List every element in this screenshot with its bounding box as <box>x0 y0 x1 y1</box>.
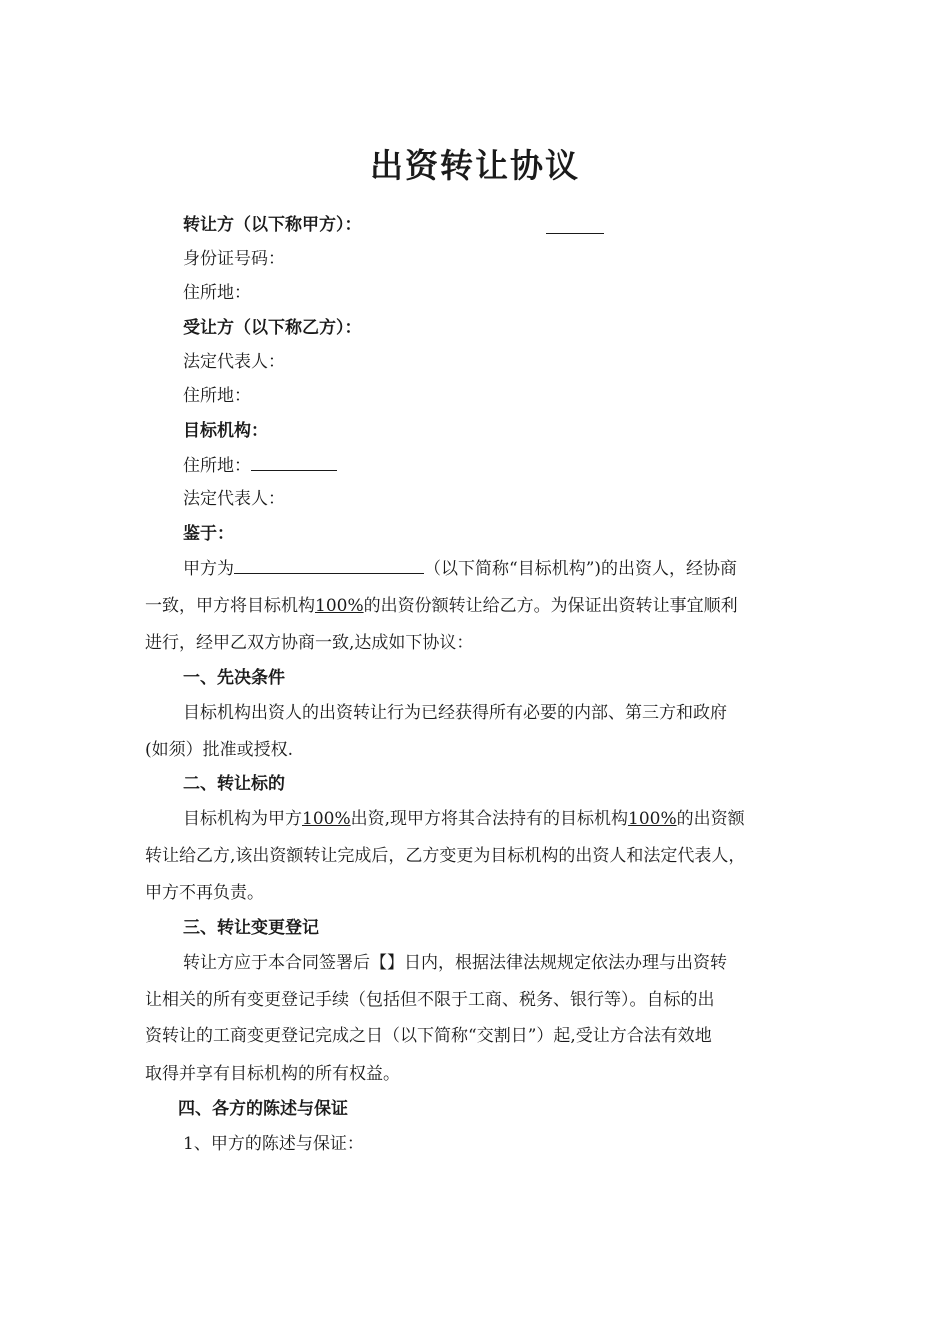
section-3-line-3: 资转让的工商变更登记完成之日（以下简称“交割日”）起,受让方合法有效地 <box>145 1026 712 1046</box>
section-1-line-2: (如须）批准或授权. <box>145 740 294 760</box>
recital-line-2 <box>145 595 738 617</box>
target-org-label: 目标机构： <box>183 421 268 441</box>
target-address-row <box>183 454 337 477</box>
target-org-name-blank <box>234 557 424 574</box>
section-3-line-4: 取得并享有目标机构的所有权益。 <box>145 1064 400 1084</box>
transferee-legal-rep-label: 法定代表人： <box>183 352 285 372</box>
section-3-heading: 三、转让变更登记 <box>183 918 319 938</box>
transferor-name-blank <box>546 232 604 234</box>
transferor-address-label: 住所地： <box>183 283 251 303</box>
section-2-line-3: 甲方不再负责。 <box>145 883 264 903</box>
recital-text: 一致，甲方将目标机构 <box>145 596 315 616</box>
section-2-text: 的出资额 <box>676 809 745 829</box>
transferor-label: 转让方（以下称甲方）： <box>183 215 362 235</box>
section-2-line-1 <box>183 808 745 830</box>
section-4-heading: 四、各方的陈述与保证 <box>178 1099 348 1119</box>
section-3-line-1: 转让方应于本合同签署后【】日内，根据法律法规规定依法办理与出资转 <box>183 953 727 973</box>
section-2-line-2: 转让给乙方,该出资额转让完成后，乙方变更为目标机构的出资人和法定代表人， <box>145 846 746 866</box>
section-1-line-1: 目标机构出资人的出资转让行为已经获得所有必要的内部、第三方和政府 <box>183 703 727 723</box>
section-3-line-2: 让相关的所有变更登记手续（包括但不限于工商、税务、银行等）。自标的出 <box>145 990 715 1010</box>
document-title: 出资转让协议 <box>370 146 580 185</box>
transferee-label: 受让方（以下称乙方）： <box>183 318 362 338</box>
target-address-label: 住所地： <box>183 456 251 476</box>
section-1-heading: 一、先决条件 <box>183 668 285 688</box>
section-4-subheading-1: 1、甲方的陈述与保证： <box>183 1134 364 1154</box>
recital-text: 甲方为 <box>183 559 234 579</box>
section-2-text: 出资,现甲方将其合法持有的目标机构 <box>350 809 629 829</box>
section-2-text: 目标机构为甲方 <box>183 809 302 829</box>
percentage-value: 100% <box>302 809 351 829</box>
percentage-value: 100% <box>315 596 364 616</box>
transferee-address-label: 住所地： <box>183 386 251 406</box>
recital-line-1 <box>183 557 737 580</box>
recital-line-3: 进行，经甲乙双方协商一致,达成如下协议： <box>145 633 474 653</box>
target-address-blank <box>251 454 337 471</box>
id-number-label: 身份证号码： <box>183 249 285 269</box>
recital-text: （以下简称“目标机构”)的出资人，经协商 <box>424 559 738 579</box>
percentage-value: 100% <box>628 809 677 829</box>
section-2-heading: 二、转让标的 <box>183 774 285 794</box>
recital-text: 的出资份额转让给乙方。为保证出资转让事宜顺利 <box>363 596 738 616</box>
target-legal-rep-label: 法定代表人： <box>183 489 285 509</box>
recital-heading: 鉴于： <box>183 524 234 544</box>
